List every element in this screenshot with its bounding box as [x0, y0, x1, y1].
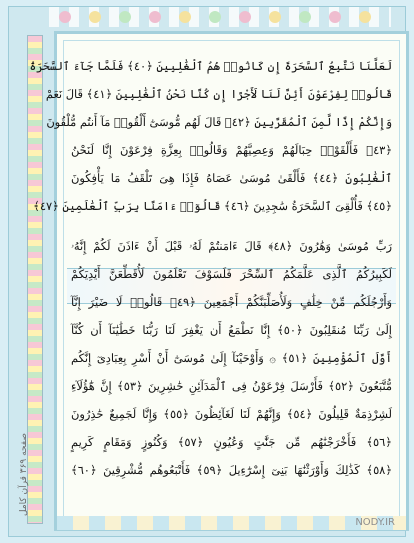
text-line: لَشِرْذِمَةٌ قَلِيلُونَ ﴿٥٤﴾ وَإِنَّهُمْ لَنَا لَغَآئِظُونَ ﴿٥٥﴾ وَإِنَّا لَجَمِيعٌ حَٰذِرُونَ: [71, 407, 392, 421]
text-line: رَبِّ مُوسَىٰ وَهَٰرُونَ ﴿٤٨﴾ قَالَ ءَامَنتُمْ لَهُۥ قَبْلَ أَنْ ءَاذَنَ لَكُمْ إِنَّهُۥ: [71, 239, 392, 253]
text-line: وَإِنَّكُمْ إِذًا لَّمِنَ ٱلْمُقَرَّبِينَ ﴿٤٢﴾ قَالَ لَهُم مُّوسَىٰٓ أَلْقُوا۟ مَآ أَنتُم مُّلْقُونَ: [46, 115, 392, 129]
text-line: ﴿٤٥﴾ فَأُلْقِىَ ٱلسَّحَرَةُ سَٰجِدِينَ ﴿٤٦﴾ قَالُوٓا۟ ءَامَنَّا بِرَبِّ ٱلْعَٰلَمِينَ ﴿٤٧﴾: [33, 199, 392, 213]
text-line: ﴿٥٦﴾ فَأَخْرَجْنَٰهُم مِّن جَنَّٰتٍ وَعُيُونٍ ﴿٥٧﴾ وَكُنُوزٍ وَمَقَامٍ كَرِيمٍ: [71, 435, 392, 449]
text-line: لَكَبِيرُكُمُ ٱلَّذِى عَلَّمَكُمُ ٱلسِّحْرَ فَلَسَوْفَ تَعْلَمُونَ لَأُقَطِّعَنَّ أَيْدِيَكُمْ: [71, 267, 392, 281]
text-line: إِلَىٰ رَبِّنَا مُنقَلِبُونَ ﴿٥٠﴾ إِنَّا نَطْمَعُ أَن يَغْفِرَ لَنَا رَبُّنَا خَطَٰيَٰنَآ أَن كُنَّآ: [71, 323, 392, 337]
text-line: ﴿٤٣﴾ فَأَلْقَوْا۟ حِبَالَهُمْ وَعِصِيَّهُمْ وَقَالُوا۟ بِعِزَّةِ فِرْعَوْنَ إِنَّا لَنَحْنُ: [71, 143, 392, 157]
text-line: لَعَلَّنَا نَتَّبِعُ ٱلسَّحَرَةَ إِن كَانُوا۟ هُمُ ٱلْغَٰلِبِينَ ﴿٤٠﴾ فَلَمَّا جَآءَ ٱلسَّحَرَةُ: [29, 59, 392, 73]
quran-page: [29, 31, 409, 531]
text-line: ﴿٥٨﴾ كَذَٰلِكَ وَأَوْرَثْنَٰهَا بَنِىٓ إِسْرَٰٓءِيلَ ﴿٥٩﴾ فَأَتْبَعُوهُم مُّشْرِقِينَ ﴿٦٠﴾: [71, 463, 392, 477]
page-number-label: صفحه ۳۶۹ قرآن کامل: [19, 433, 29, 516]
page-frame: [8, 6, 406, 537]
text-line: قَالُوا۟ لِفِرْعَوْنَ أَئِنَّ لَنَا لَأَجْرًا إِن كُنَّا نَحْنُ ٱلْغَٰلِبِينَ ﴿٤١﴾ قَالَ نَعَمْ: [45, 87, 392, 101]
text-line: ٱلْغَٰلِبُونَ ﴿٤٤﴾ فَأَلْقَىٰ مُوسَىٰ عَصَاهُ فَإِذَا هِىَ تَلْقَفُ مَا يَأْفِكُونَ: [71, 171, 393, 185]
text-line: مُّتَّبَعُونَ ﴿٥٢﴾ فَأَرْسَلَ فِرْعَوْنُ فِى ٱلْمَدَآئِنِ حَٰشِرِينَ ﴿٥٣﴾ إِنَّ هَٰٓؤُلَآءِ: [71, 379, 392, 393]
floral-border-top: [49, 7, 391, 27]
floral-border-bottom: [57, 516, 406, 530]
text-line: وَأَرْجُلَكُم مِّنْ خِلَٰفٍ وَلَأُصَلِّبَنَّكُمْ أَجْمَعِينَ ﴿٤٩﴾ قَالُوا۟ لَا ضَيْرَ إِنَّآ: [71, 295, 392, 309]
watermark: NODY.IR: [355, 517, 395, 528]
text-line: أَوَّلَ ٱلْمُؤْمِنِينَ ﴿٥١﴾ ۞ وَأَوْحَيْنَآ إِلَىٰ مُوسَىٰٓ أَنْ أَسْرِ بِعِبَادِىٓ إِنَّكُم: [71, 351, 392, 365]
